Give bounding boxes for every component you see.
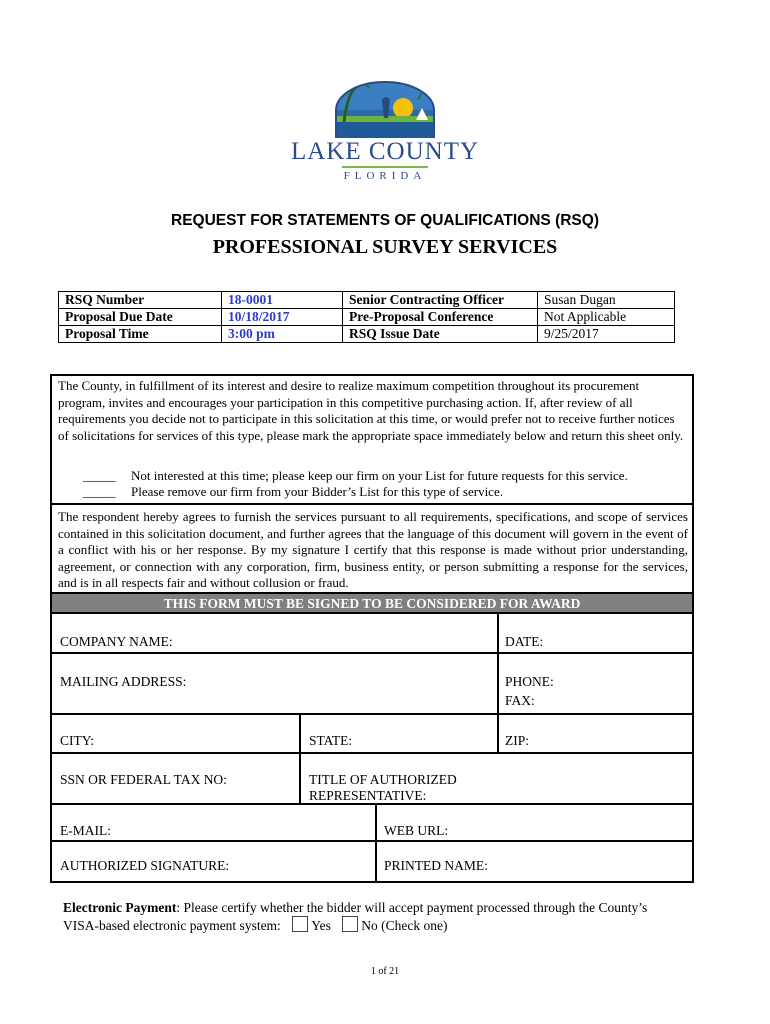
date-field[interactable]: DATE: — [505, 634, 544, 649]
zip-field[interactable]: ZIP: — [505, 733, 530, 748]
rsq-number-label: RSQ Number — [59, 292, 222, 309]
ssn-tax-field[interactable]: SSN OR FEDERAL TAX NO: — [60, 772, 227, 787]
table-row — [59, 309, 675, 326]
state-field[interactable]: STATE: — [309, 733, 353, 748]
printed-name-field[interactable]: PRINTED NAME: — [384, 858, 488, 873]
phone-field[interactable]: PHONE: — [505, 674, 554, 689]
address-row — [50, 654, 694, 715]
no-label: No (Check one) — [361, 918, 448, 933]
fax-field[interactable]: FAX: — [505, 693, 535, 708]
lake-county-logo — [278, 80, 492, 184]
table-row — [59, 326, 675, 343]
email-field[interactable]: E-MAIL: — [60, 823, 111, 838]
pre-proposal-conference-label: Pre-Proposal Conference — [343, 309, 538, 326]
rsq-number-value: 18-0001 — [222, 292, 343, 309]
option-remove-firm-text: Please remove our firm from your Bidder’s List for this type of service. — [131, 484, 503, 499]
rsq-issue-date-value: 9/25/2017 — [538, 326, 675, 343]
electronic-payment-text: : Please certify whether the bidder will accept payment processed through the County’s — [176, 900, 648, 915]
company-name-field[interactable]: COMPANY NAME: — [60, 634, 173, 649]
table-row — [59, 292, 675, 309]
yes-checkbox[interactable] — [292, 916, 308, 932]
page-number: 1 of 21 — [370, 966, 400, 977]
web-url-field[interactable]: WEB URL: — [384, 823, 449, 838]
city-row — [50, 715, 694, 754]
proposal-due-date-label: Proposal Due Date — [59, 309, 222, 326]
proposal-time-label: Proposal Time — [59, 326, 222, 343]
logo-subtitle: FLORIDA — [343, 170, 427, 182]
pre-proposal-conference-value: Not Applicable — [538, 309, 675, 326]
document-title: REQUEST FOR STATEMENTS OF QUALIFICATIONS (RSQ) — [171, 212, 599, 229]
proposal-time-value: 3:00 pm — [222, 326, 343, 343]
title-representative-field-line2: REPRESENTATIVE: — [309, 788, 427, 803]
option-not-interested-blank[interactable]: _____ — [83, 468, 116, 483]
option-remove-firm-blank[interactable]: _____ — [83, 484, 116, 499]
agreement-section — [50, 503, 694, 593]
signature-row — [50, 842, 694, 883]
logo-divider — [342, 166, 428, 168]
document-subtitle: PROFESSIONAL SURVEY SERVICES — [212, 236, 558, 258]
title-representative-field[interactable]: TITLE OF AUTHORIZED — [309, 772, 457, 787]
company-row — [50, 614, 694, 654]
authorized-signature-field[interactable]: AUTHORIZED SIGNATURE: — [60, 858, 230, 873]
mailing-address-field[interactable]: MAILING ADDRESS: — [60, 674, 187, 689]
contact-row — [50, 805, 694, 842]
no-checkbox[interactable] — [342, 916, 358, 932]
rsq-issue-date-label: RSQ Issue Date — [343, 326, 538, 343]
signature-required-banner: THIS FORM MUST BE SIGNED TO BE CONSIDERED FOR AWARD — [50, 592, 694, 614]
yes-label: Yes — [311, 918, 331, 933]
contracting-officer-value: Susan Dugan — [538, 292, 675, 309]
agreement-paragraph: The respondent hereby agrees to furnish the services pursuant to all requirements, specifications, and scope of services contained in this solicitation document, and further agrees that the language of this document will govern in the event of a conflict with his or her response. By my signature I certify that this response is made without prior understanding, agreement, or connection with any corporation, firm, business entity, or person submitting a response for the services, and is in all respects fair and without collusion or fraud. — [58, 509, 688, 591]
notice-paragraph: The County, in fulfillment of its interest and desire to realize maximum competition throughout its procurement program, invites and encourages your participation in this competitive purchasing action. If, after review of all requirements you decide not to participate in this solicitation at this time, or would prefer not to receive further notices of solicitations for services of this type, please mark the appropriate space immediately below and return this sheet only. — [58, 378, 684, 443]
option-not-interested-text: Not interested at this time; please keep our firm on your List for future requests for this service. — [131, 468, 628, 483]
electronic-payment-label: Electronic Payment — [63, 900, 177, 915]
logo-name: LAKE COUNTY — [290, 138, 480, 165]
city-field[interactable]: CITY: — [60, 733, 95, 748]
rsq-info-table — [58, 291, 675, 343]
contracting-officer-label: Senior Contracting Officer — [343, 292, 538, 309]
electronic-payment-text-line2: VISA-based electronic payment system: — [63, 918, 281, 933]
proposal-due-date-value: 10/18/2017 — [222, 309, 343, 326]
tax-row — [50, 754, 694, 805]
notice-section — [50, 374, 694, 504]
logo-emblem-icon — [278, 80, 492, 140]
electronic-payment-section — [63, 899, 703, 934]
